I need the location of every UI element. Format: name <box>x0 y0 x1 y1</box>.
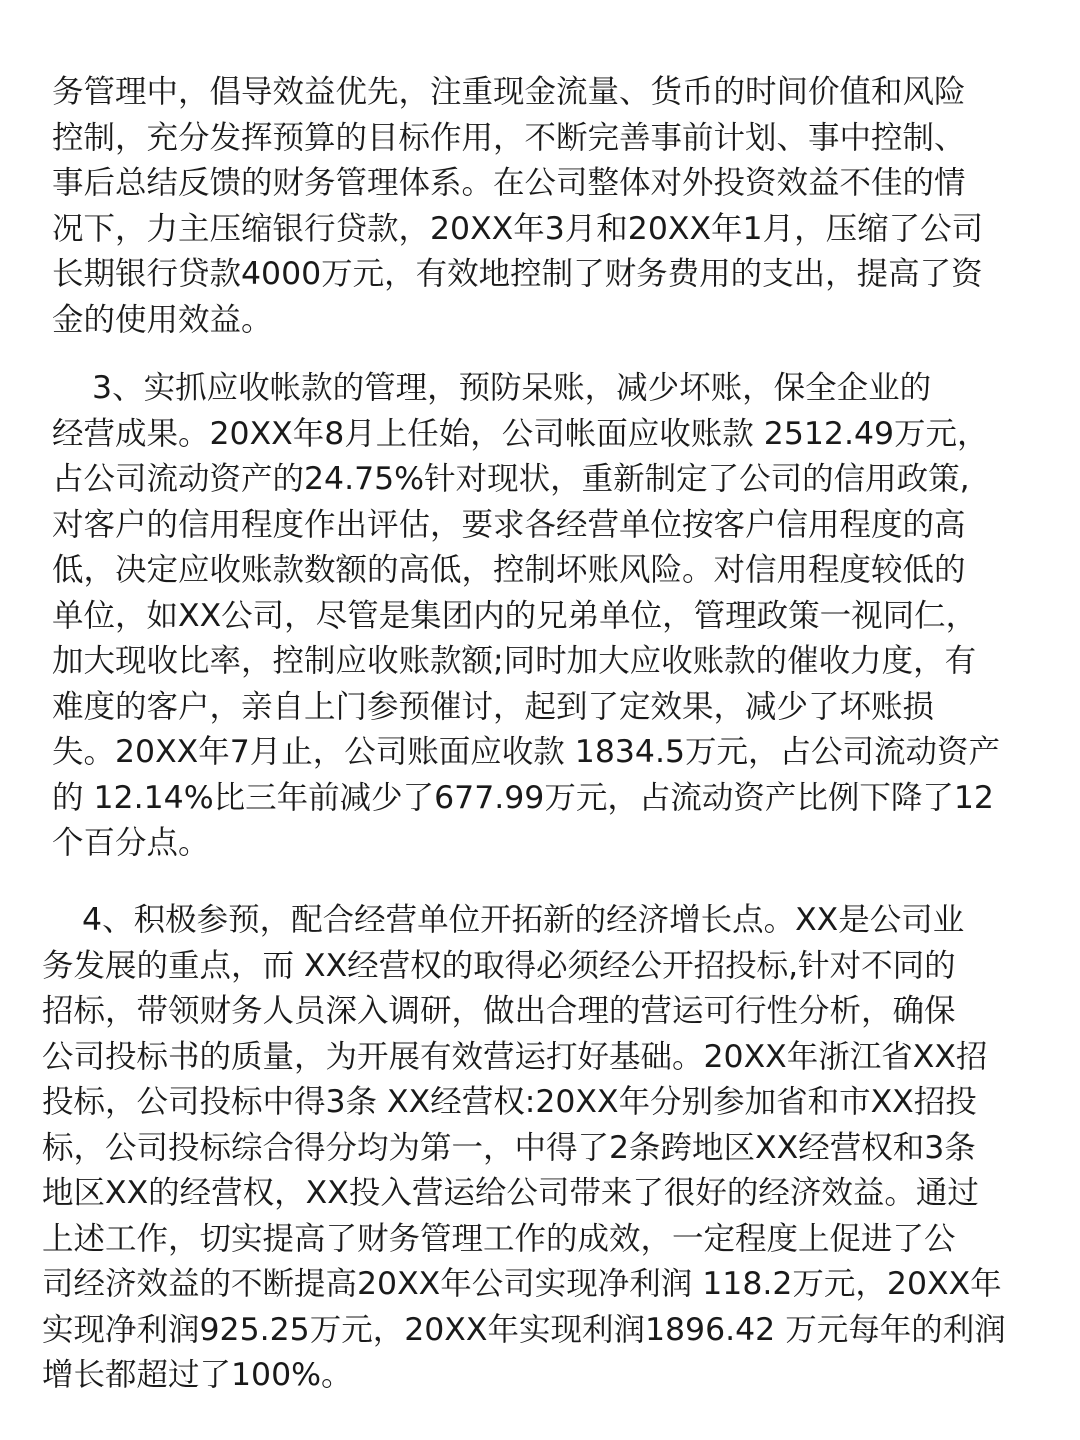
text-line: 加大现收比率，控制应收账款额;同时加大应收账款的催收力度，有 <box>52 643 977 679</box>
paragraph-financial-management <box>52 70 983 343</box>
text-line: 司经济效益的不断提高20XX年公司实现净利润 118.2万元，20XX年 <box>42 1266 1002 1302</box>
text-line: 的 12.14%比三年前减少了677.99万元，占流动资产比例下降了12 <box>52 779 994 816</box>
text-line: 个百分点。 <box>52 825 210 861</box>
text-line: 务管理中，倡导效益优先，注重现金流量、货币的时间价值和风险 <box>52 74 966 110</box>
text-line: 上述工作，切实提高了财务管理工作的成效，一定程度上促进了公 <box>42 1220 956 1257</box>
text-line: 对客户的信用程度作出评估，要求各经营单位按客户信用程度的高 <box>52 506 966 543</box>
text-line: 实现净利润925.25万元，20XX年实现利润1896.42 万元每年的利润 <box>42 1311 1006 1348</box>
text-line: 3、实抓应收帐款的管理，预防呆账，减少坏账，保全企业的 <box>52 370 932 406</box>
text-line: 长期银行贷款4000万元，有效地控制了财务费用的支出，提高了资 <box>52 256 983 292</box>
text-line: 务发展的重点，而 XX经营权的取得必须经公开招投标,针对不同的 <box>42 947 956 984</box>
text-line: 投标，公司投标中得3条 XX经营权:20XX年分别参加省和市XX招投 <box>42 1084 977 1120</box>
text-line: 单位，如XX公司，尽管是集团内的兄弟单位，管理政策一视同仁， <box>52 597 978 634</box>
text-line: 金的使用效益。 <box>52 301 273 338</box>
text-line: 标，公司投标综合得分均为第一，中得了2条跨地区XX经营权和3条 <box>42 1129 976 1166</box>
paragraph-receivables-management <box>52 366 1000 867</box>
paragraph-new-growth-points <box>42 898 1006 1399</box>
text-line: 公司投标书的质量，为开展有效营运打好基础。20XX年浙江省XX招 <box>42 1038 988 1075</box>
text-line: 招标，带领财务人员深入调研，做出合理的营运可行性分析，确保 <box>42 993 956 1029</box>
text-line: 4、积极参预，配合经营单位开拓新的经济增长点。XX是公司业 <box>42 902 965 938</box>
text-line: 地区XX的经营权，XX投入营运给公司带来了很好的经济效益。通过 <box>42 1175 979 1211</box>
text-line: 经营成果。20XX年8月上任始，公司帐面应收账款 2512.49万元， <box>52 415 989 452</box>
text-line: 难度的客户，亲自上门参预催讨，起到了定效果，减少了坏账损 <box>52 688 935 725</box>
text-line: 增长都超过了100%。 <box>42 1357 353 1393</box>
text-line: 失。20XX年7月止，公司账面应收款 1834.5万元，占公司流动资产 <box>52 734 1001 770</box>
text-line: 事后总结反馈的财务管理体系。在公司整体对外投资效益不佳的情 <box>52 165 966 201</box>
text-line: 占公司流动资产的24.75%针对现状，重新制定了公司的信用政策, <box>52 461 970 497</box>
text-line: 况下，力主压缩银行贷款，20XX年3月和20XX年1月，压缩了公司 <box>52 210 984 247</box>
text-line: 低，决定应收账款数额的高低，控制坏账风险。对信用程度较低的 <box>52 552 966 588</box>
text-line: 控制，充分发挥预算的目标作用，不断完善事前计划、事中控制、 <box>52 119 966 156</box>
